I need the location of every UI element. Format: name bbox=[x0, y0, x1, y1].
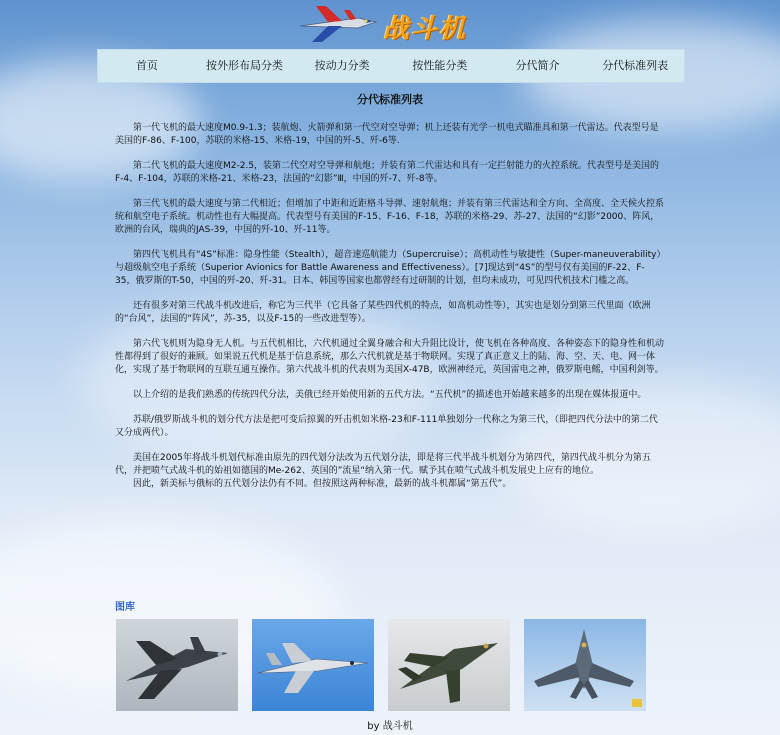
paragraph-gen6: 第六代飞机则为隐身无人机。与五代机相比，六代机通过全翼身融合和大升阻比设计，使飞机在各种高度、各种姿态下的隐身性和机动性都得到了很好的兼顾。如果说五代机是基于信息系统，那么六代机就是基于物联网。实现了真正意义上的陆、海、空、天、电、网一体化，实现了基于物联网的互联互通互操作。第六代战斗机的代表则为美国X-47B，欧洲神经元，英国雷电之神，俄罗斯电鳐，中国利剑等。 bbox=[115, 339, 665, 375]
paragraph-gen2: 第二代飞机的最大速度M2-2.5，装第二代空对空导弹和航炮；并装有第二代雷达和具有一定拦射能力的火控系统。代表型号是美国的F-4、F-104，苏联的米格-21、米格-23，法国的“幻影”Ⅲ，中国的歼-7、歼-8等。 bbox=[115, 161, 660, 184]
image-gallery bbox=[116, 619, 656, 711]
site-logo[interactable] bbox=[298, 4, 488, 44]
fighter-jet-icon bbox=[116, 619, 238, 711]
fighter-jet-icon bbox=[252, 619, 374, 711]
page-footer: by 战斗机 bbox=[367, 721, 413, 732]
article-content bbox=[115, 122, 665, 503]
paragraph-russian-standard: 苏联/俄罗斯战斗机的划分代方法是把可变后掠翼的歼击机如米格-23和F-111单独划分一代称之为第三代，（即把四代分法中的第二代又分成两代）。 bbox=[115, 415, 658, 438]
paragraph-five-gen-intro: 以上介绍的是我们熟悉的传统四代分法，美俄已经开始使用新的五代方法。“五代机”的描述也开始越来越多的出现在媒体报道中。 bbox=[133, 390, 647, 400]
nav-item-layout[interactable]: 按外形布局分类 bbox=[206, 59, 283, 72]
logo-text: 战斗机 bbox=[383, 14, 468, 44]
nav-item-power[interactable]: 按动力分类 bbox=[314, 59, 370, 72]
fighter-jet-icon bbox=[388, 619, 510, 711]
page-title: 分代标准列表 bbox=[357, 93, 423, 106]
gallery-title: 图库 bbox=[115, 602, 135, 613]
nav-item-generations[interactable]: 分代简介 bbox=[515, 59, 560, 72]
paragraph-gen1: 第一代飞机的最大速度M0.9-1.3；装航炮、火箭弹和第一代空对空导弹；机上还装有光学一机电式瞄准具和第一代雷达。代表型号是美国的F-86、F-100，苏联的米格-15、米格-19，中国的歼-5、歼-6等. bbox=[115, 123, 659, 146]
paragraph-gen3: 第三代飞机的最大速度与第二代相近；但增加了中距和近距格斗导弹、速射航炮；并装有第三代雷达和全方向、全高度、全天候火控系统和航空电子系统。机动性也有大幅提高。代表型号有美国的F-15、F-16、F-18，苏联的米格-29、苏-27、法国的“幻影”2000、阵风，欧洲的台风，瑞典的JAS-39，中国的歼-10、歼-11等。 bbox=[115, 199, 665, 235]
paragraph-us-standard: 美国在2005年将战斗机划代标准由原先的四代划分法改为五代划分法，即是将三代半战斗机划分为第四代，第四代战斗机分为第五代，并把喷气式战斗机的始祖如德国的Me-262、英国的”流星“纳入第一代。赋予其在喷气式战斗机发展史上应有的地位。 bbox=[115, 453, 651, 476]
paragraph-conclusion: 因此，新美标与俄标的五代划分法仍有不同。但按照这两种标准，最新的战斗机都属“第五代”。 bbox=[133, 479, 512, 489]
gallery-image-1[interactable] bbox=[116, 619, 238, 711]
gallery-image-3[interactable] bbox=[388, 619, 510, 711]
fighter-jet-icon bbox=[524, 619, 646, 711]
main-nav bbox=[97, 49, 685, 83]
site-header bbox=[0, 0, 780, 48]
gallery-image-4[interactable] bbox=[524, 619, 646, 711]
nav-item-home[interactable]: 首页 bbox=[135, 59, 158, 72]
nav-item-performance[interactable]: 按性能分类 bbox=[412, 59, 468, 72]
nav-item-generation-standards[interactable]: 分代标准列表 bbox=[602, 59, 669, 72]
gallery-image-2[interactable] bbox=[252, 619, 374, 711]
jet-logo-icon bbox=[298, 4, 378, 44]
paragraph-gen3-5: 还有很多对第三代战斗机改进后，称它为三代半（它具备了某些四代机的特点，如高机动性等），其实也是划分到第三代里面（欧洲的“台风”，法国的“阵风”，苏-35，以及F-15的一些改进型等）。 bbox=[115, 301, 651, 324]
paragraph-gen4: 第四代飞机具有“4S”标准：隐身性能（Stealth），超音速巡航能力（Supercruise）；高机动性与敏捷性（Super-maneuverability）与超级航空电子系统（Superior Avionics for Battle Awareness and Effectiveness）。[7]现达到“4S”的型号仅有美国的F-22、F-35，俄罗斯的T-50，中国的歼-20、歼-31。日本、韩国等国家也都曾经有过研制的计划，但均未成功，可见四代机技术门槛之高。 bbox=[115, 250, 661, 286]
